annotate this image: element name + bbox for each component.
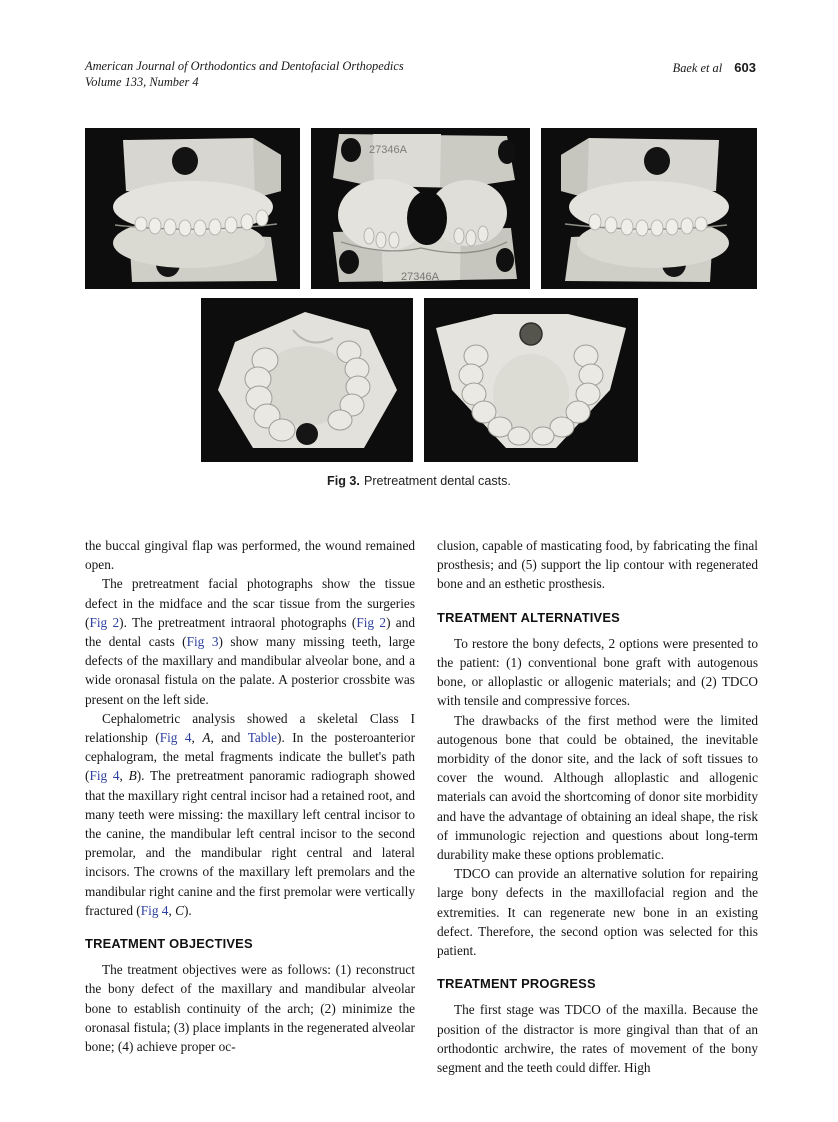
paragraph <box>437 634 758 711</box>
figure3-bottom-row <box>201 298 638 462</box>
cast-photo-illustration <box>201 298 413 462</box>
text-run: ). In the posteroanterior cephalogram, the metal fragments indicate the bullet's path ( <box>85 730 415 784</box>
cross-reference-link[interactable]: Fig 4 <box>159 730 192 746</box>
text-run: TDCO can provide an alternative solution for repairing large bony defects in the maxillofacial region and the extremities. It can regenerate new bone in an existing defect. Therefore, the second option was selected for this patient. <box>437 866 758 959</box>
body-column-left <box>85 536 415 1056</box>
cross-reference-link[interactable]: Fig 3 <box>186 634 219 650</box>
photo-casts-frontal <box>311 128 530 289</box>
text-run: , <box>191 730 203 746</box>
text-run: The treatment objectives were as follows: (1) reconstruct the bony defect of the maxillary and mandibular alveolar bone to establish continuity of the arch; (2) minimize the oronasal fistula; (3) place implants in the regenerated alveolar bone; (4) achieve proper oc- <box>85 962 415 1055</box>
photo-casts-right-lateral <box>85 128 300 289</box>
running-head-right <box>673 60 756 76</box>
text-run: Cephalometric analysis showed a skeletal Class I relationship ( <box>85 710 415 746</box>
text-run: ). The pretreatment intraoral photographs ( <box>119 614 357 630</box>
cast-id-label: 27346A <box>401 271 439 283</box>
cross-reference-link[interactable]: Fig 2 <box>356 614 387 630</box>
text-run: clusion, capable of masticating food, by fabricating the final prosthesis; and (5) support the lip contour with regenerated bone and an esthetic prosthesis. <box>437 538 758 592</box>
paragraph <box>85 574 415 708</box>
text-run: To restore the bony defects, 2 options were presented to the patient: (1) conventional bone graft with autogenous bone, or alloplastic or allogenic materials; and (2) TDCO with tensile and compressive forces. <box>437 635 758 709</box>
cross-reference-link[interactable]: Table <box>247 730 278 746</box>
section-heading: TREATMENT PROGRESS <box>437 976 596 992</box>
italic-text: C <box>175 902 184 918</box>
section-heading: TREATMENT OBJECTIVES <box>85 936 253 952</box>
text-run: The drawbacks of the first method were the limited autogenous bone that could be obtained, the inevitable morbidity of the donor site, and the lack of soft tissues to cover the wound. Although alloplastic and allogenic materials can avoid the shortcoming of donor site morbidity and have the advantage of obtaining an ideal shape, the risk of immunologic rejection and questions about long-term durability make these options problematic. <box>437 712 758 863</box>
italic-text: A <box>202 730 211 746</box>
figure3-caption-label: Fig 3. <box>327 474 360 488</box>
text-run: ). The pretreatment panoramic radiograph showed that the maxillary right central incisor had a retained root, and many teeth were missing: the maxillary left central incisor to the canine, the mandibular left central incisor to the second premolar, and the mandibular right central and lateral incisors. The crowns of the maxillary left premolars and the mandibular right canine and the first premolar were vertically fractured ( <box>85 768 415 918</box>
paragraph <box>85 536 415 574</box>
authors-label: Baek et al <box>672 61 723 75</box>
body-column-right <box>437 536 758 1077</box>
section-heading: TREATMENT ALTERNATIVES <box>437 609 620 625</box>
text-run: ) show many missing teeth, large defects of the maxillary and mandibular alveolar bone, and a wide oronasal fistula on the palate. A posterior crossbite was present on the left side. <box>85 634 415 707</box>
italic-text: B <box>128 768 137 784</box>
photo-mandibular-occlusal <box>424 298 638 462</box>
paragraph <box>437 536 758 594</box>
paragraph <box>85 960 415 1056</box>
cross-reference-link[interactable]: Fig 2 <box>89 614 120 630</box>
text-run: ) and the dental casts ( <box>85 614 416 650</box>
cast-photo-illustration <box>85 128 300 289</box>
paragraph <box>85 709 415 920</box>
journal-title: American Journal of Orthodontics and Dentofacial Orthopedics <box>85 59 404 73</box>
photo-maxillary-occlusal <box>201 298 413 462</box>
cross-reference-link[interactable]: Fig 4 <box>89 768 120 784</box>
text-run: , <box>168 902 176 918</box>
figure3-caption <box>0 474 838 488</box>
paragraph <box>437 1000 758 1077</box>
running-head-left <box>85 58 404 90</box>
cross-reference-link[interactable]: Fig 4 <box>140 902 169 918</box>
cast-photo-illustration <box>311 128 530 289</box>
figure3-caption-text: Pretreatment dental casts. <box>363 474 511 488</box>
text-run: the buccal gingival flap was performed, the wound remained open. <box>85 538 415 573</box>
cast-photo-illustration <box>424 298 638 462</box>
page-number: 603 <box>734 60 756 75</box>
text-run: ). <box>183 902 192 918</box>
cast-id-label: 27346A <box>369 144 407 156</box>
paragraph <box>437 711 758 865</box>
text-run: The first stage was TDCO of the maxilla. Because the position of the distractor is more gingival than that of an orthodontic archwire, the rates of movement of the bony segment and the teeth could differ. High <box>437 1002 758 1076</box>
photo-casts-left-lateral <box>541 128 757 289</box>
text-run: , and <box>210 730 248 746</box>
cast-photo-illustration <box>541 128 757 289</box>
text-run: , <box>119 768 129 784</box>
paragraph <box>437 864 758 960</box>
journal-volume: Volume 133, Number 4 <box>85 75 199 89</box>
text-run: The pretreatment facial photographs show the tissue defect in the midface and the scar tissue from the surgeries ( <box>85 576 415 630</box>
figure3-top-row <box>85 128 757 289</box>
